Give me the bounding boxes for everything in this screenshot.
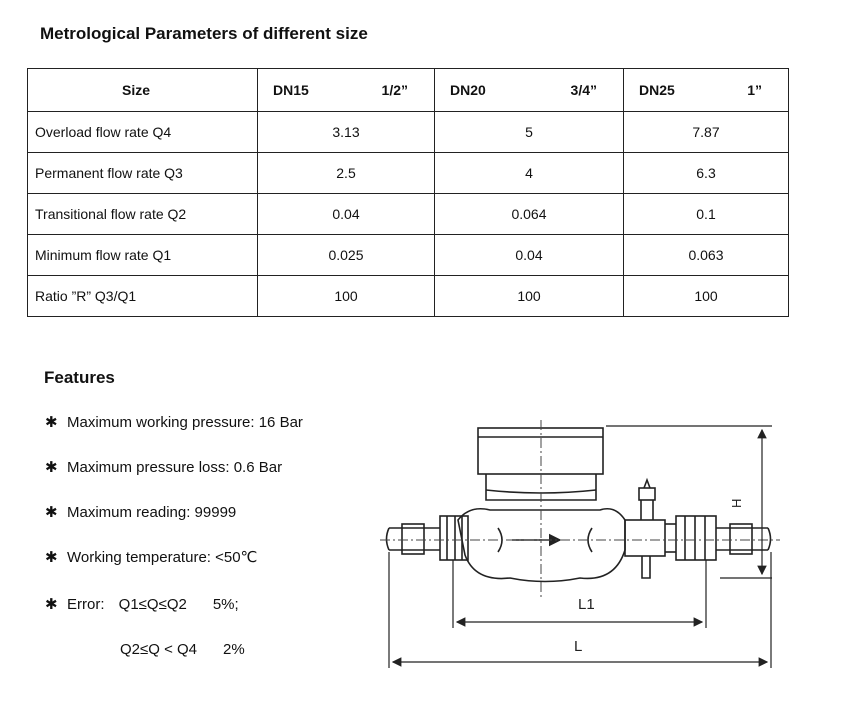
- row-label: Permanent flow rate Q3: [28, 153, 258, 194]
- header-dn: DN15: [273, 82, 309, 98]
- cell-dn20: 5: [435, 112, 624, 153]
- cell-dn25: 6.3: [624, 153, 789, 194]
- cell-dn20: 0.04: [435, 235, 624, 276]
- error-label: Error:: [67, 596, 105, 613]
- feature-text: Working temperature: <50℃: [67, 549, 258, 566]
- header-size-label: Size: [121, 82, 150, 98]
- asterisk-icon: ✱: [45, 504, 58, 521]
- cell-dn25: 0.1: [624, 194, 789, 235]
- feature-text: Maximum working pressure: 16 Bar: [67, 414, 303, 431]
- section-title-features: Features: [44, 368, 115, 387]
- row-label: Overload flow rate Q4: [28, 112, 258, 153]
- asterisk-icon: ✱: [45, 414, 58, 431]
- row-label: Ratio ”R” Q3/Q1: [28, 276, 258, 317]
- header-inch: 1/2”: [381, 82, 408, 98]
- row-label: Minimum flow rate Q1: [28, 235, 258, 276]
- error-range-1: Q1≤Q≤Q2: [118, 596, 187, 613]
- left-pipe: [389, 528, 440, 550]
- asterisk-icon: ✱: [45, 596, 58, 613]
- cell-dn15: 0.04: [258, 194, 435, 235]
- cell-dn20: 4: [435, 153, 624, 194]
- asterisk-icon: ✱: [45, 459, 58, 476]
- header-inch: 1”: [747, 82, 762, 98]
- check-valve: [625, 520, 665, 556]
- row-label: Transitional flow rate Q2: [28, 194, 258, 235]
- error-value-2: 2%: [223, 641, 245, 658]
- error-value-1: 5%;: [212, 596, 239, 613]
- right-pipe: [716, 528, 768, 550]
- cell-dn25: 7.87: [624, 112, 789, 153]
- header-inch: 3/4”: [570, 82, 597, 98]
- error-range-2: Q2≤Q < Q4: [120, 641, 198, 658]
- dimension-l-label: L: [574, 638, 583, 655]
- dimension-h-label: H: [729, 498, 744, 508]
- cell-dn25: 100: [624, 276, 789, 317]
- feature-text: Maximum pressure loss: 0.6 Bar: [67, 459, 283, 476]
- section-title-metrological: Metrological Parameters of different size: [40, 24, 368, 43]
- cell-dn25: 0.063: [624, 235, 789, 276]
- meter-outline: [387, 428, 771, 582]
- feature-text: Maximum reading: 99999: [67, 504, 237, 521]
- left-nut: [440, 516, 468, 560]
- header-dn: DN20: [450, 82, 486, 98]
- cell-dn15: 100: [258, 276, 435, 317]
- cell-dn20: 100: [435, 276, 624, 317]
- header-dn: DN25: [639, 82, 675, 98]
- cell-dn20: 0.064: [435, 194, 624, 235]
- right-nut: [676, 516, 716, 560]
- dimension-l1-label: L1: [578, 596, 595, 613]
- cell-dn15: 0.025: [258, 235, 435, 276]
- cell-dn15: 3.13: [258, 112, 435, 153]
- cell-dn15: 2.5: [258, 153, 435, 194]
- asterisk-icon: ✱: [45, 549, 58, 566]
- valve-knob: [639, 488, 655, 500]
